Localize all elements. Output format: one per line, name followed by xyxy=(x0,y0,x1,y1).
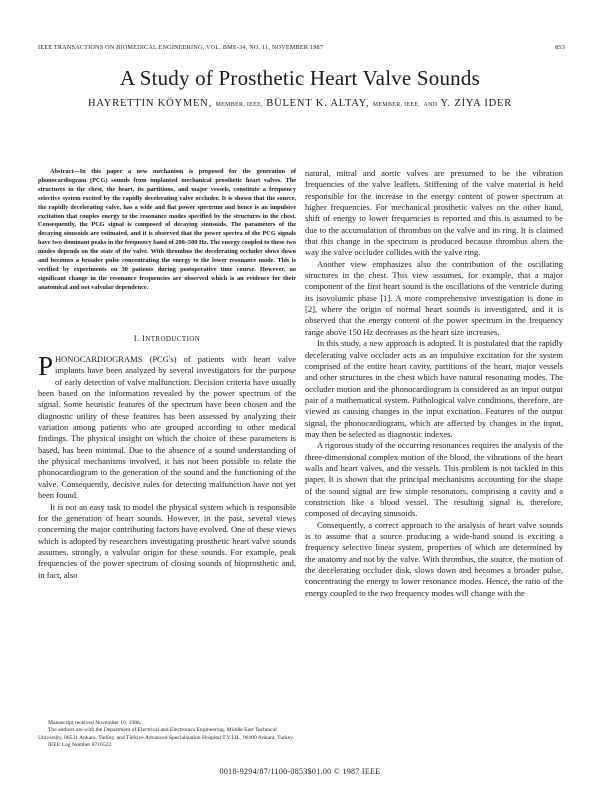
page-number: 853 xyxy=(555,44,565,51)
section-title: NTRODUCTION xyxy=(145,334,201,343)
body-paragraph-4: A rigorous study of the occurring resonances requires the analysis of the three-dimensional complex motion of the blood, the vibrations of the heart walls and heart valves, and the vessels. This problem is not tackled in this paper. It is shown that the principal mechanisms accounting for the shape of the sound signal are few simple resonators, comprising a cavity and a constriction like a blood vessel. The resulting signal is, therefore, composed of decaying sinusoids. xyxy=(305,440,563,519)
section-heading xyxy=(38,333,296,345)
intro-paragraph-1-text: HONOCARDIOGRAMS (PCG's) of patients with heart valve implants have been analyzed by several investigators for the purpose of early detection of valve malfunction. Decision criteria have usually been based on the information revealed by the power spectrum of the signal. Some heuristic features of the spectrum have been chosen and the diagnostic utility of these features has been assessed by analyzing their variation among patients who are grouped according to other medical findings. The physical insight on which the choice of these parameters is based, has been minimal. Due to the absence of a sound understanding of the physical mechanisms involved, it has not been possible to relate the phonocardiogram to the generation of the sound and the functioning of the valve. Consequently, decisive rules for detecting malfunction have not yet been found. xyxy=(38,354,296,501)
author-3: Y. ZİYA IDER xyxy=(440,98,513,109)
body-paragraph-5: Consequently, a correct approach to the analysis of heart valve sounds is to assume that a source producing a wide-band sound is exciting a frequency selective linear system, properties of which are determined by the anatomy and not by the valve. With thrombus, the source, the motion of the decelerating occluder disk, slows down and becomes a broader pulse, concentrating the energy to lower resonance modes. Hence, the ratio of the energy coupled to the two frequency modes will change with the xyxy=(305,519,563,598)
author-line xyxy=(0,98,600,109)
running-header xyxy=(38,44,565,56)
drop-cap: P xyxy=(38,351,54,382)
author-2: BÜLENT K. ALTAY, xyxy=(266,98,370,109)
intro-paragraph-2: It is not an easy task to model the physical system which is responsible for the generation of heart sounds. However, in the past, several views concerning the major contributing factors have evolved. One of these views which is adopted by researchers investigating prosthetic heart valve sounds assumes, strongly, a valvular origin for these sounds. For example, peak frequencies of the power spectrum of closing sounds of bioprosthetic and, in fact, also xyxy=(38,501,296,580)
journal-info: IEEE TRANSACTIONS ON BIOMEDICAL ENGINEERING, VOL. BME-34, NO. 11, NOVEMBER 1987 xyxy=(38,44,324,51)
footnote-affiliation: The authors are with the Department of Electrical and Electronics Engineering, Middle East Technical University, 06531 Ankara, Turkey, and Türkiye Advanced Specialization Hospital T.Y.İ.H., 06100 Ankara, Turkey. xyxy=(38,727,295,741)
intro-paragraph-1 xyxy=(38,351,296,501)
footnote-log-number: IEEE Log Number 8716522. xyxy=(48,741,113,748)
abstract: Abstract—In this paper a new mechanism is proposed for the generation of phonocardiogram (PCG) sounds from implanted mechanical prosthetic heart valves. The structures in the chest, the heart, its partitions, and major vessels, constitute a frequency selective system excited by the rapidly decelerating valve occluder. It is shown that the source, the rapidly decelerating valve, has a wide and flat power spectrum and hence is an impulsive excitation that couples energy to the resonance modes specified by the structures in the chest. Consequently, the PCG signal is composed of decaying sinusoids. The parameters of the decaying sinusoids are estimated, and it is observed that the power spectra of the PCG signals have two dominant peaks in the frequency band of 200–500 Hz. The energy coupled to these two modes depends on the state of the valve. With thrombus the decelerating occluder slows down and becomes a broader pulse concentrating the energy to the lower resonance mode. This is verified by experiments on 30 patients during postoperative time course. However, no significant change in the resonance frequencies are observed which is an evidence for their anatomical and not valvular dependence. xyxy=(38,168,296,291)
section-cap: I xyxy=(142,332,146,343)
author-2-membership: MEMBER, IEEE, xyxy=(372,102,421,108)
body-paragraph-1: natural, mitral and aortic valves are presumed to be the vibration frequencies of the valve leaflets. Stiffening of the valve material is held responsible for the increase in the energy content of power spectrum at higher frequencies. For mechanical prosthetic valves on the other hand, shift of energy to lower frequencies is reported and this is assumed to be due to the accumulation of thrombus on the valve and its ring. It is claimed that this change in the spectrum is produced because thrombus alters the way the valve occluder collides with the valve ring. xyxy=(305,168,563,258)
section-number: I. xyxy=(133,332,140,343)
author-1: HAYRETTIN KÖYMEN, xyxy=(87,98,212,109)
author-1-membership: MEMBER, IEEE, xyxy=(215,102,263,108)
copyright-footer: 0018-9294/87/1100-0853$01.00 © 1987 IEEE xyxy=(219,767,381,776)
paper-title: A Study of Prosthetic Heart Valve Sounds xyxy=(120,66,480,90)
body-paragraph-2: Another view emphasizes also the contribution of the oscillating structures in the chest. This view assumes, for example, that a major component of the first heart sound is the oscillations of the ventricle during its isovolumic phase [1]. A more comprehensive investigation is done in [2], where the origin of normal heart sounds is investigated, and it is observed that the energy content of the power spectrum in the frequency range above 150 Hz decreases as the heart size increases. xyxy=(305,258,563,337)
footnote-received: Manuscript received November 10, 1986. xyxy=(48,720,142,726)
body-paragraph-3: In this study, a new approach is adopted. It is postulated that the rapidly decelerating valve occluder acts as an impulsive excitation for the system comprised of the entire heart cavity, partitions of the heart, major vessels and other structures in the chest which have natural resonating modes. The occluder motion and the phonocardiogram is considered as an input output pair of a mathematical system. Pathological valve conditions, therefore, are viewed as causing changes in the input excitation. Features of the output signal, the phonocardiogram, which are affected by changes in the input, may then be selected as diagnostic indexes. xyxy=(305,338,563,439)
footnotes xyxy=(38,720,296,749)
author-conjunction: AND xyxy=(423,102,438,108)
right-column xyxy=(305,168,563,599)
left-column xyxy=(38,168,296,581)
